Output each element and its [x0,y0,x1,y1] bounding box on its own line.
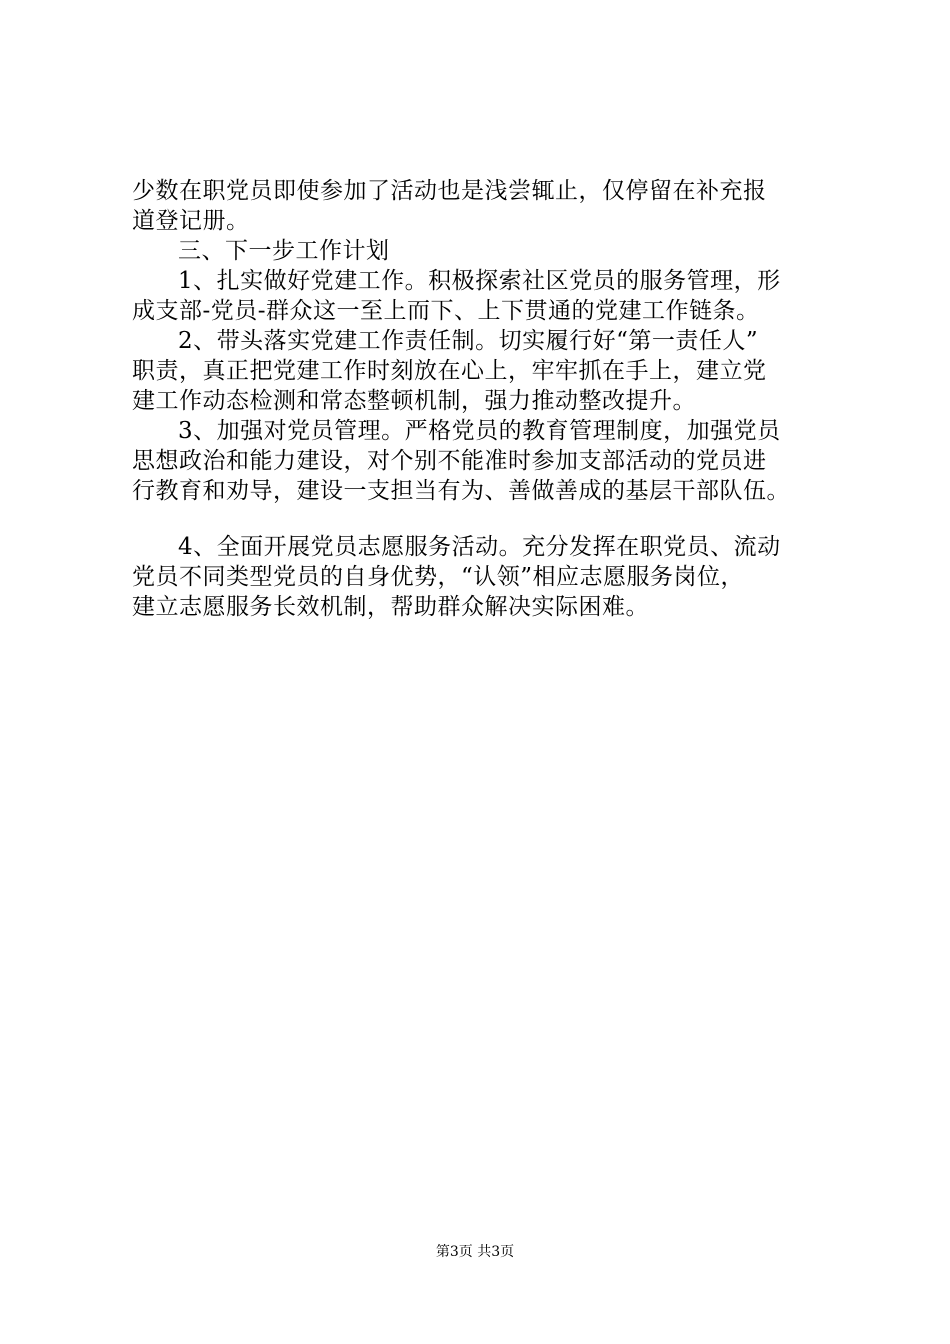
plan-item-3 [132,416,832,506]
plan-item-1 [132,266,832,326]
text-line: 成支部-党员-群众这一至上而下、上下贯通的党建工作链条。 [132,298,760,324]
text-line: 2、带头落实党建工作责任制。切实履行好“第一责任人” [178,328,759,354]
paragraph-continuation [132,176,832,236]
text-line: 4、全面开展党员志愿服务活动。充分发挥在职党员、流动 [178,534,781,560]
text-line: 3、加强对党员管理。严格党员的教育管理制度，加强党员 [178,418,781,444]
text-line: 道登记册。 [132,208,250,234]
heading-text: 三、下一步工作计划 [178,238,390,264]
text-line: 思想政治和能力建设，对个别不能准时参加支部活动的党员进 [132,448,767,474]
section-heading [132,236,832,266]
plan-item-2 [132,326,832,416]
text-line: 行教育和劝导，建设一支担当有为、善做善成的基层干部队伍。 [132,478,790,504]
document-body [132,176,832,622]
text-line: 少数在职党员即使参加了活动也是浅尝辄止，仅停留在补充报 [132,178,767,204]
text-line: 职责，真正把党建工作时刻放在心上，牢牢抓在手上，建立党 [132,358,767,384]
plan-item-4 [132,532,832,622]
page-footer: 第3页 共3页 [435,1244,515,1260]
text-line: 建工作动态检测和常态整顿机制，强力推动整改提升。 [132,388,696,414]
paragraph-gap [132,506,832,532]
text-line: 建立志愿服务长效机制，帮助群众解决实际困难。 [132,594,649,620]
text-line: 党员不同类型党员的自身优势，“认领”相应志愿服务岗位， [132,564,745,590]
text-line: 1、扎实做好党建工作。积极探索社区党员的服务管理，形 [178,268,781,294]
